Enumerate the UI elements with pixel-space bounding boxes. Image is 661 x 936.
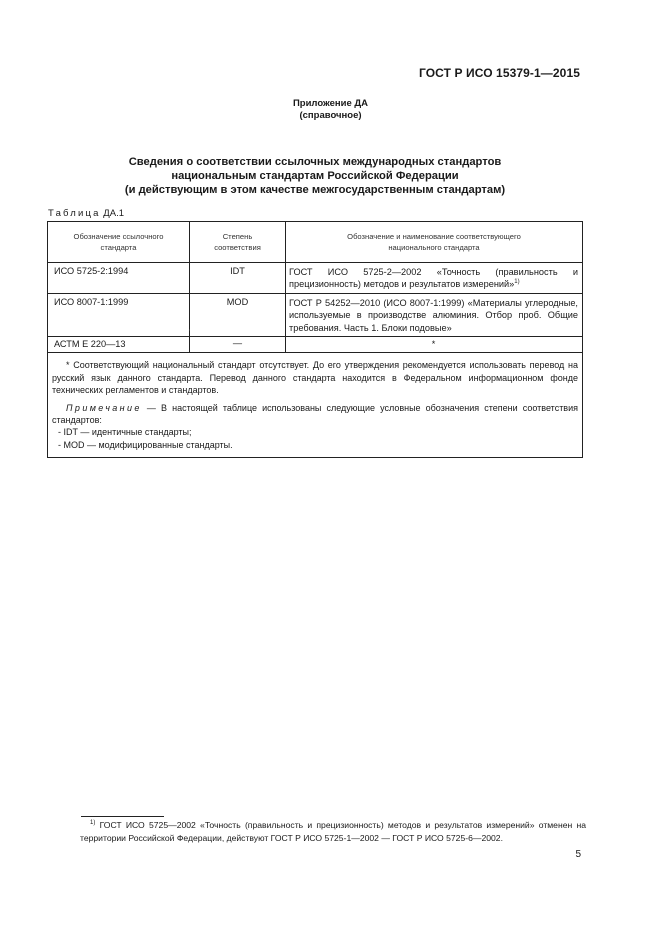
scan-dot (189, 329, 190, 331)
document-id: ГОСТ Р ИСО 15379-1—2015 (418, 66, 580, 80)
table-notes-row (48, 353, 583, 457)
note-word: Примечание (66, 403, 142, 414)
appendix-title: Приложение ДА (292, 98, 369, 109)
cell-national (286, 263, 583, 294)
appendix-subtitle: (справочное) (299, 110, 362, 121)
table-row (48, 337, 583, 353)
table-label-prefix: Таблица (48, 208, 101, 219)
page-footnote (80, 819, 586, 844)
note-item-idt: - IDT — идентичные стандарты; (58, 427, 192, 438)
cell-national: * (286, 337, 583, 353)
header-degree: Степень соответствия (190, 222, 286, 263)
table-row (48, 263, 583, 294)
cell-degree: MOD (190, 293, 286, 336)
cell-degree: — (190, 337, 286, 353)
standards-table (47, 221, 583, 458)
cell-reference: ИСО 8007-1:1999 (48, 293, 190, 336)
table-header-row (48, 222, 583, 263)
footnote-rule (81, 816, 164, 817)
cell-degree: IDT (190, 263, 286, 294)
table-label (48, 208, 124, 219)
title-line-2: национальным стандартам Российской Федерации (171, 170, 459, 182)
title-line-3: (и действующим в этом качестве межгосударственным стандартам) (124, 184, 506, 196)
note-text: — В настоящей таблице использованы следующие условные обозначения степени соответствия стандартов: (52, 403, 578, 426)
star-footnote: * Соответствующий национальный стандарт отсутствует. До его утверждения рекомендуется использовать перевод на русский язык данного стандарта. Перевод данного стандарта находится в Федеральном информационном фонде технических регламентов и стандартов. (52, 360, 578, 395)
page-number: 5 (575, 849, 581, 860)
header-national: Обозначение и наименование соответствующего национального стандарта (286, 222, 583, 263)
cell-reference: ИСО 5725-2:1994 (48, 263, 190, 294)
note-paragraph (52, 402, 578, 426)
table-label-number: ДА.1 (103, 208, 124, 219)
header-reference: Обозначение ссылочного стандарта (48, 222, 190, 263)
title-line-1: Сведения о соответствии ссылочных международных стандартов (128, 156, 502, 168)
cell-national: ГОСТ Р 54252—2010 (ИСО 8007-1:1999) «Материалы углеродные, используемые в производстве алюминия. Отбор проб. Общие требования. Часть 1. Блоки подовые» (286, 293, 583, 336)
table-row (48, 293, 583, 336)
table-notes (48, 353, 583, 457)
footnote-text: ГОСТ ИСО 5725—2002 «Точность (правильность и прецизионность) методов и результатов измерений» отменен на территории Российской Федерации, действуют ГОСТ Р ИСО 5725-1—2002 — ГОСТ Р ИСО 5725-6—2002. (80, 820, 587, 843)
footnote-ref: 1) (514, 279, 520, 286)
note-item-mod: - MOD — модифицированные стандарты. (58, 439, 233, 450)
cell-reference: АСТМ Е 220—13 (48, 337, 190, 353)
footnote-mark: 1) (90, 820, 96, 826)
cell-national-text: ГОСТ ИСО 5725-2—2002 «Точность (правильность и прецизионность) методов и результатов измерений» (289, 267, 578, 290)
